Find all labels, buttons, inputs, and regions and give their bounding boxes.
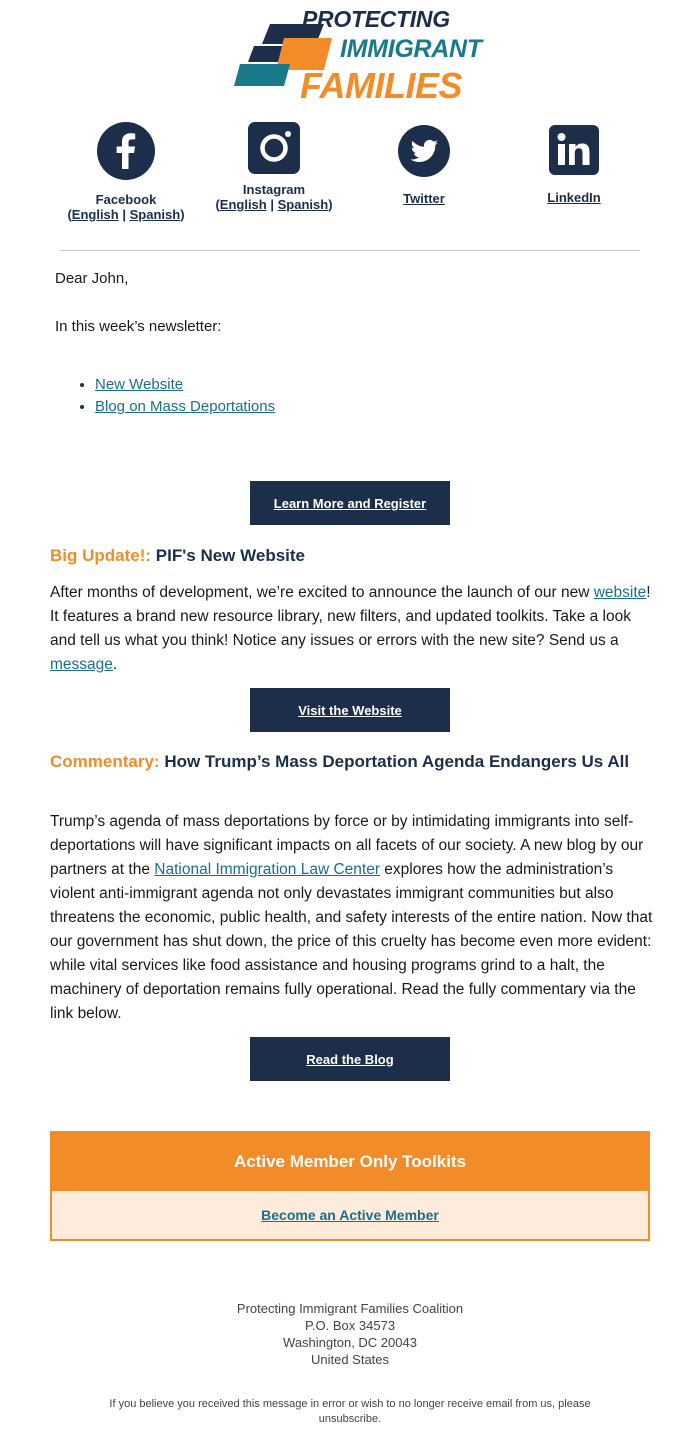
paragraph-text: . — [112, 656, 118, 673]
section-title: How Trump’s Mass Deportation Agenda Endangers Us All — [164, 752, 630, 771]
social-instagram — [199, 122, 349, 212]
unsubscribe-link[interactable]: unsubscribe — [318, 1413, 379, 1425]
footer-org: Protecting Immigrant Families Coalition — [236, 1301, 464, 1316]
twitter-icon[interactable] — [398, 125, 450, 177]
facebook-spanish-link[interactable]: Spanish — [129, 207, 181, 222]
read-blog-button[interactable]: Read the Blog — [250, 1037, 450, 1081]
facebook-icon[interactable] — [97, 122, 155, 180]
linkedin-link[interactable]: LinkedIn — [547, 190, 601, 205]
list-item — [95, 396, 275, 418]
instagram-separator: | — [270, 197, 274, 212]
paragraph-text: After months of development, we’re excited to announce the launch of our new — [50, 584, 594, 601]
facebook-languages: (English | Spanish) — [67, 207, 185, 222]
unsubscribe-text: If you believe you received this message in error or wish to no longer receive email from us, please — [109, 1398, 591, 1410]
section-kicker: Big Update!: — [50, 546, 152, 565]
new-website-paragraph — [50, 581, 654, 677]
paragraph-text: Trump’s agenda of mass deportations by force or by intimidating immigrants into self-deportations will have significant impacts on all facets of our society. A new blog by our partners at the — [50, 813, 644, 878]
section-title: PIF's New Website — [155, 546, 305, 565]
paragraph-text: explores how the administration’s violent anti-immigrant agenda not only devastates immigrant communities but also threatens the economic, public health, and safety interests of the entire nation. Now that our government has shut down, the price of this cruelty has become even more evident: while vital services like food assistance and housing programs grind to a halt, the machinery of deportation remains fully operational. Read the fully commentary via the link below. — [50, 861, 653, 1022]
instagram-icon[interactable] — [248, 122, 300, 174]
twitter-link[interactable]: Twitter — [403, 191, 445, 206]
header-divider — [60, 250, 640, 251]
facebook-label: Facebook — [95, 192, 157, 207]
unsubscribe-notice — [80, 1397, 620, 1427]
section-heading-new-website — [50, 545, 650, 567]
linkedin-label — [499, 190, 649, 205]
footer-country: United States — [310, 1352, 390, 1367]
greeting: Dear John, — [55, 270, 129, 287]
social-linkedin — [499, 122, 649, 205]
become-member-link[interactable]: Become an Active Member — [261, 1207, 439, 1223]
logo-line-3: FAMILIES — [300, 65, 463, 106]
logo-line-2: IMMIGRANT — [340, 35, 482, 63]
section-heading-commentary — [50, 751, 650, 773]
paragraph-text: ! It features a brand new resource library, new filters, and updated toolkits. Take a look and tell us what you think! Notice any issues or errors with the new site? Send us a — [50, 584, 651, 649]
footer-city: Washington, DC 20043 — [283, 1335, 417, 1350]
section-kicker: Commentary: — [50, 752, 160, 771]
instagram-label: Instagram — [242, 182, 306, 197]
commentary-paragraph — [50, 810, 654, 1026]
linkedin-icon[interactable] — [549, 125, 599, 175]
footer-address — [0, 1300, 700, 1368]
toc-link-blog[interactable]: Blog on Mass Deportations — [95, 398, 276, 415]
website-link[interactable]: website — [593, 584, 647, 601]
pif-logo — [232, 6, 482, 106]
toc-link-new-website[interactable]: New Website — [95, 376, 184, 393]
twitter-label — [349, 191, 499, 206]
active-member-body — [52, 1191, 648, 1239]
logo-line-1: PROTECTING — [302, 6, 450, 32]
facebook-english-link[interactable]: English — [71, 207, 119, 222]
nilc-link[interactable]: National Immigration Law Center — [154, 861, 380, 878]
social-facebook — [51, 122, 201, 222]
instagram-english-link[interactable]: English — [219, 197, 267, 212]
footer-pobox: P.O. Box 34573 — [304, 1318, 396, 1333]
message-link[interactable]: message — [50, 656, 113, 673]
active-member-box — [50, 1131, 650, 1241]
active-member-heading: Active Member Only Toolkits — [52, 1133, 648, 1191]
visit-website-button[interactable]: Visit the Website — [250, 688, 450, 732]
list-item — [95, 374, 275, 396]
instagram-spanish-link[interactable]: Spanish — [277, 197, 329, 212]
unsubscribe-end: . — [378, 1413, 382, 1425]
facebook-separator: | — [122, 207, 126, 222]
social-twitter — [349, 122, 499, 206]
learn-more-register-button[interactable]: Learn More and Register — [250, 481, 450, 525]
intro-text: In this week’s newsletter: — [55, 318, 222, 335]
instagram-languages: (English | Spanish) — [215, 197, 333, 212]
newsletter-contents-list — [95, 374, 275, 418]
